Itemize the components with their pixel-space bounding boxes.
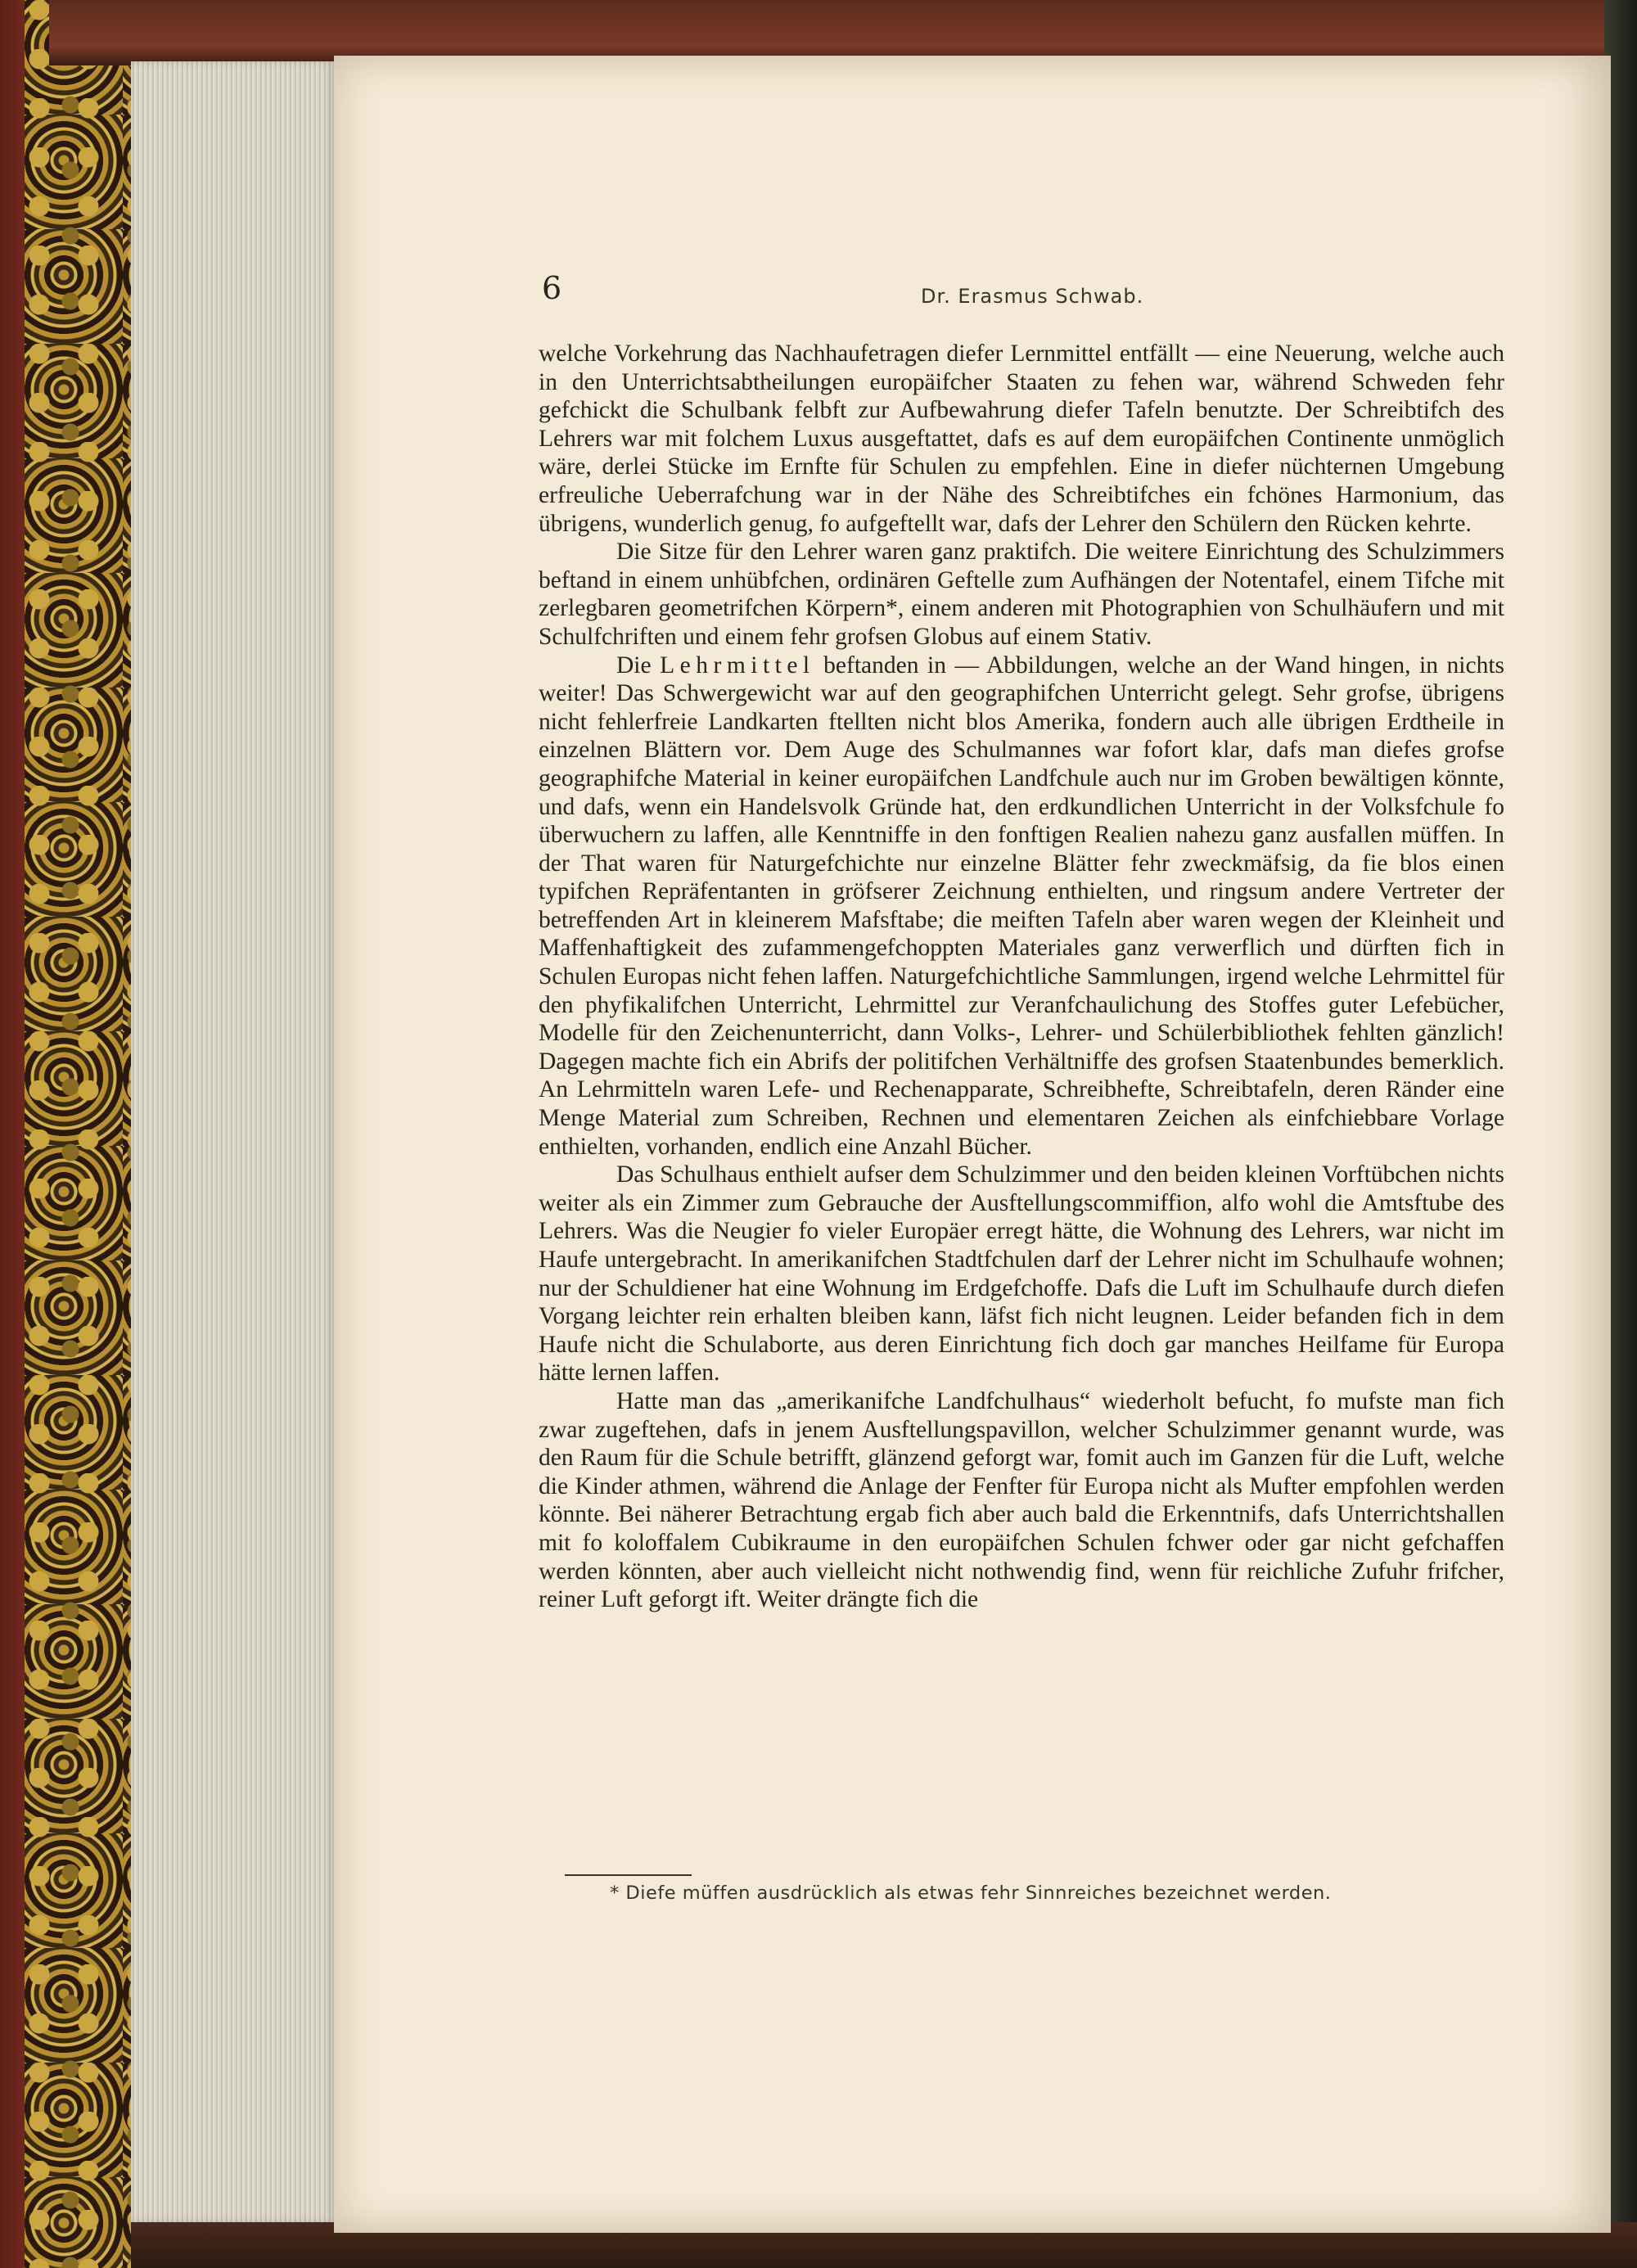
spaced-term: Lehrmittel: [660, 652, 815, 679]
page-block-edge: [131, 61, 336, 2222]
paragraph: Das Schulhaus enthielt aufser dem Schulzimmer und den beiden kleinen Vorftübchen nichts weiter als ein Zimmer zum Gebrauche der Ausftellungscommiffion, alfo wohl die Amtsftube des Lehrers. Was die Neugier fo vieler Europäer erregt hätte, die Wohnung des Lehrers, war nicht im Haufe untergebracht. In amerikanifchen Stadtfchulen darf der Lehrer nicht im Schulhaufe wohnen; nur der Schuldiener hat eine Wohnung im Erdgefchoffe. Dafs die Luft im Schulhaufe durch diefen Vorgang leichter rein erhalten bleiben kann, läfst fich nicht leugnen. Leider befanden fich in dem Haufe nicht die Schulaborte, aus deren Einrichtung fich doch gar manches Heilfame für Europa hätte lernen laffen.: [539, 1161, 1504, 1387]
footnote: * Diefe müffen ausdrücklich als etwas fehr Sinnreiches bezeichnet werden.: [610, 1882, 1332, 1904]
running-head: Dr. Erasmus Schwab.: [921, 285, 1144, 308]
paragraph: welche Vorkehrung das Nachhaufetragen diefer Lernmittel entfällt — eine Neuerung, welche auch in den Unterrichtsabtheilungen europäifcher Staaten zu fehen war, während Schweden fehr gefchickt die Schulbank felbft zur Aufbewahrung diefer Tafeln benutzte. Der Schreibtifch des Lehrers war mit folchem Luxus ausgeftattet, dafs es auf dem europäifchen Continente unmöglich wäre, derlei Stücke im Ernfte für Schulen zu empfehlen. Eine in diefer nüchternen Umgebung erfreuliche Ueberrafchung war in der Nähe des Schreibtifches ein fchönes Harmonium, das übrigens, wunderlich genug, fo aufgeftellt war, dafs der Lehrer den Schülern den Rücken kehrte.: [539, 340, 1504, 537]
paragraph-lead: Die: [616, 652, 652, 679]
paragraph-rest: beftanden in — Abbildungen, welche an der Wand hingen, in nichts weiter! Das Schwergewicht war auf den geographifchen Unterricht gelegt. Sehr grofse, übrigens nicht fehlerfreie Landkarten ftellten nicht blos Amerika, fondern auch alle übrigen Erdtheile in einzelnen Blättern vor. Dem Auge des Schulmannes war fofort klar, dafs man diefes grofse geographifche Material in keiner europäifchen Landfchule auch nur im Groben bewältigen könnte, und dafs, wenn ein Handelsvolk Gründe hat, den erdkundlichen Unterricht in der Volksfchule fo überwuchern zu laffen, alle Kenntniffe in den fonftigen Realien nahezu ganz ausfallen müffen. In der That waren für Naturgefchichte nur einzelne Blätter fehr zweckmäfsig, da fie blos einen typifchen Repräfentanten in gröfserer Zeichnung enthielten, und ringsum andere Vertreter der betreffenden Art in kleinerem Mafsftabe; die meiften Tafeln aber waren wegen der Kleinheit und Maffenhaftigkeit des zufammengefchoppten Materiales ganz verwerflich und dürften fich in Schulen Europas nicht fehen laffen. Naturgefchichtliche Sammlungen, irgend welche Lehrmittel für den phyfikalifchen Unterricht, Lehrmittel zur Veranfchaulichung des Stoffes guter Lefebücher, Modelle für den Zeichenunterricht, dann Volks-, Lehrer- und Schülerbibliothek fehlten gänzlich! Dagegen machte fich ein Abrifs der politifchen Verhältniffe des grofsen Staatenbundes bemerklich. An Lehrmitteln waren Lefe- und Rechenapparate, Schreibhefte, Schreibtafeln, deren Ränder eine Menge Material zum Schreiben, Rechnen und elementaren Zeichen als einfchiebbare Vorlage enthielten, vorhanden, endlich eine Anzahl Bücher.: [539, 652, 1505, 1160]
paragraph: Hatte man das „amerikanifche Landfchulhaus“ wiederholt befucht, fo mufste man fich zwar zugeftehen, dafs in jenem Ausftellungspavillon, welcher Schulzimmer genannt wurde, was den Raum für die Schule betrifft, glänzend geforgt war, fomit auch im Ganzen für die Luft, welche die Kinder athmen, während die Anlage der Fenfter für Europa nicht als Mufter empfohlen werden könnte. Bei näherer Betrachtung ergab fich aber auch bald die Erkenntnifs, dafs Unterrichtshallen mit fo koloffalem Cubikraume in den europäifchen Schulen fchwer oder gar nicht gefchaffen werden könnten, aber auch vielleicht nicht nothwendig find, wenn für reichliche Zufuhr frifcher, reiner Luft geforgt ift. Weiter drängte fich die: [539, 1387, 1504, 1613]
footnote-rule: [565, 1874, 692, 1876]
body-text: [539, 340, 1504, 1614]
page-number: 6: [542, 270, 562, 306]
paragraph: Die Sitze für den Lehrer waren ganz praktifch. Die weitere Einrichtung des Schulzimmers beftand in einem unhübfchen, ordinären Geftelle zum Aufhängen der Notentafel, einem Tifche mit zerlegbaren geometrifchen Körpern*, einem anderen mit Photographien von Schulhäufern und mit Schulfchriften und einem fehr grofsen Globus auf einem Stativ.: [539, 539, 1504, 650]
paragraph: [539, 652, 1504, 1161]
